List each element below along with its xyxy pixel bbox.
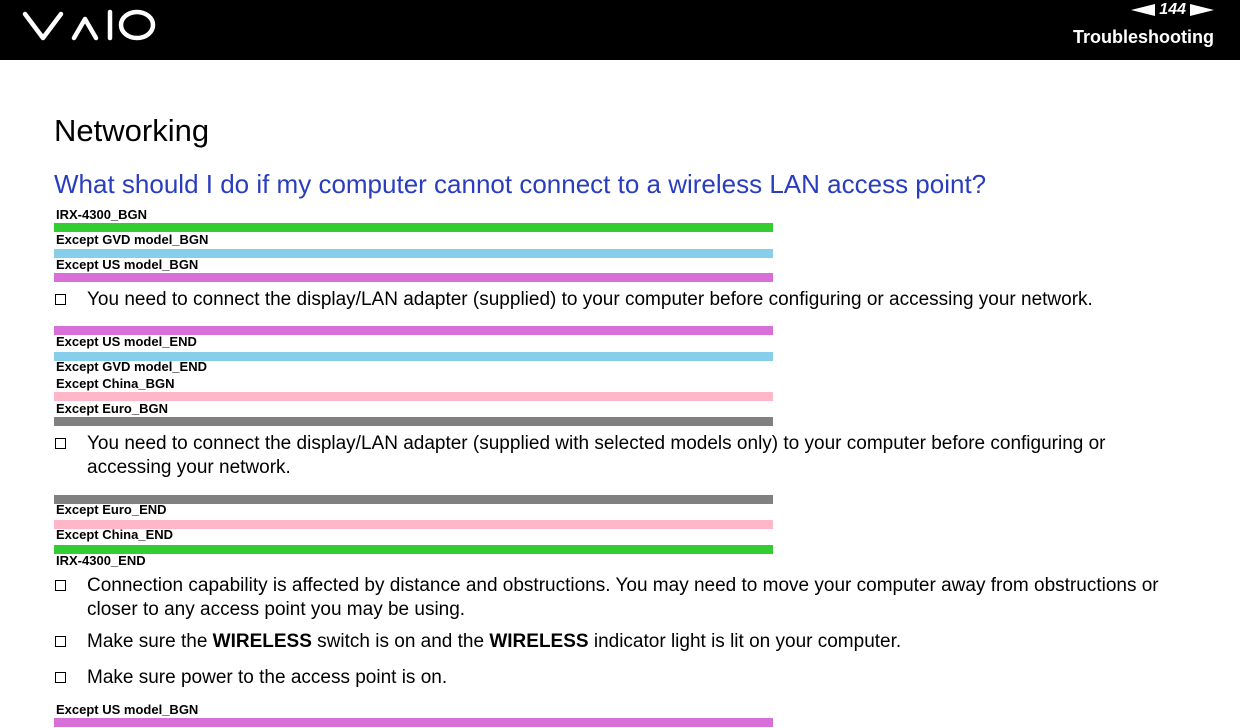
list-item <box>55 574 1195 622</box>
list-item <box>55 630 1195 654</box>
checkbox-icon <box>55 580 66 591</box>
list-item-text: You need to connect the display/LAN adapter (supplied) to your computer before configuring or accessing your network. <box>87 289 1093 310</box>
condition-bar-gray <box>54 417 773 426</box>
condition-bar-green <box>54 223 773 232</box>
text-run: Make sure the <box>87 631 213 652</box>
list-item-text: Make sure power to the access point is on. <box>87 667 448 688</box>
condition-tag: Except Euro_BGN <box>56 401 168 416</box>
section-title: Troubleshooting <box>1073 27 1214 47</box>
text-run: switch is on and the <box>311 631 490 652</box>
condition-bar-magenta <box>54 273 773 282</box>
list-item-text: Connection capability is affected by distance and obstructions. You may need to move your computer away from obstructions or closer to any access point you may be using. <box>87 575 1159 620</box>
condition-tag: Except GVD model_END <box>56 359 207 374</box>
list-item <box>55 432 1195 480</box>
page-title: Networking <box>54 113 210 148</box>
list-item <box>55 666 1195 690</box>
list-item <box>55 288 1195 312</box>
list-item-text <box>87 630 1195 654</box>
condition-tag: Except US model_BGN <box>56 257 199 272</box>
wireless-term: WIRELESS <box>489 631 589 652</box>
condition-tag: Except Euro_END <box>56 502 167 517</box>
condition-tag: Except China_BGN <box>56 376 175 391</box>
condition-bar-green <box>54 545 773 554</box>
page-number: 144 <box>1159 1 1186 18</box>
condition-tag: Except US model_BGN <box>56 702 199 717</box>
checkbox-icon <box>55 636 66 647</box>
checkbox-icon <box>55 438 66 449</box>
condition-tag: IRX-4300_END <box>56 553 146 568</box>
condition-bar-magenta <box>54 718 773 727</box>
condition-tag: Except GVD model_BGN <box>56 232 209 247</box>
text-run: indicator light is lit on your computer. <box>588 631 902 652</box>
condition-tag: Except China_END <box>56 527 174 542</box>
wireless-term: WIRELESS <box>212 631 312 652</box>
list-item-text: You need to connect the display/LAN adapter (supplied with selected models only) to your computer before configuring or accessing your network. <box>87 433 1106 478</box>
page-header <box>0 0 1240 60</box>
condition-tag: Except US model_END <box>56 334 197 349</box>
vaio-logo <box>22 8 156 44</box>
triangle-left-icon[interactable] <box>1131 4 1155 16</box>
condition-bar-pink <box>54 392 773 401</box>
checkbox-icon <box>55 294 66 305</box>
question-heading: What should I do if my computer cannot connect to a wireless LAN access point? <box>54 169 987 199</box>
page-navigation <box>1131 0 1214 20</box>
checkbox-icon <box>55 672 66 683</box>
condition-tag: IRX-4300_BGN <box>56 207 148 222</box>
triangle-right-icon[interactable] <box>1190 4 1214 16</box>
